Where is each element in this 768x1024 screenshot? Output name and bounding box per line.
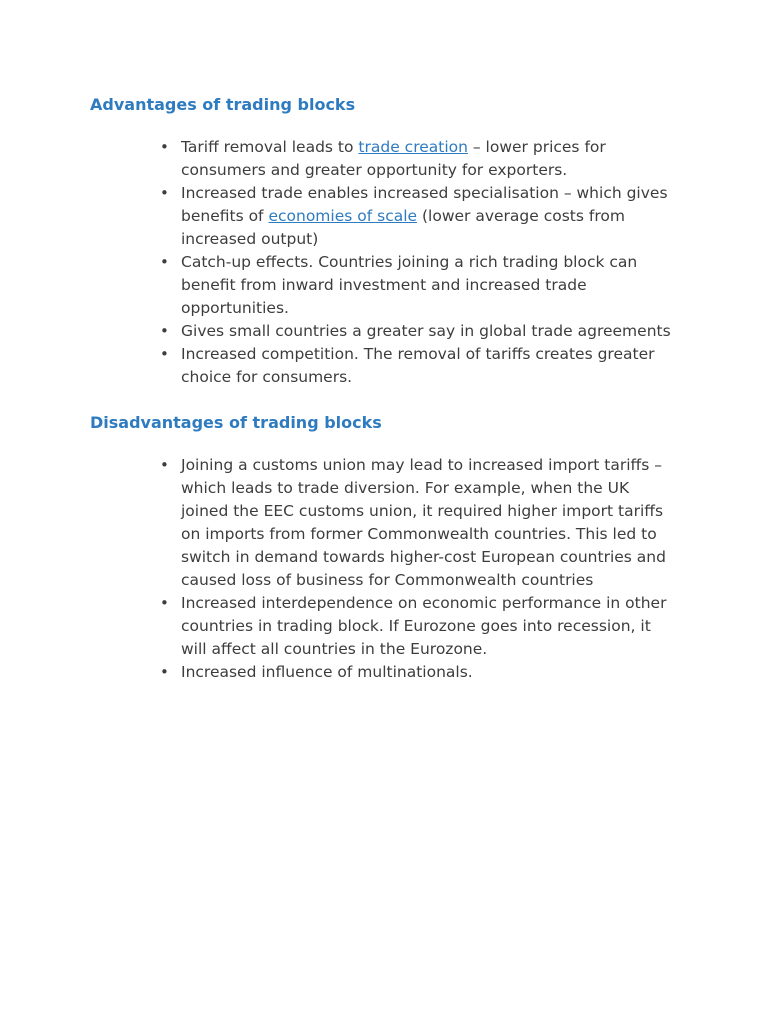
bullet-icon: •: [160, 138, 169, 156]
list-item: [160, 251, 681, 320]
list-item: [160, 136, 681, 182]
bullet-icon: •: [160, 322, 169, 340]
economies-of-scale-link[interactable]: economies of scale: [268, 207, 418, 225]
disadvantages-heading: Disadvantages of trading blocks: [90, 413, 382, 432]
item-text: Catch-up effects. Countries joining a rich trading block can benefit from inward investment and increased trade opportunities.: [181, 253, 638, 317]
bullet-icon: •: [160, 594, 169, 612]
disadvantages-list: [160, 454, 681, 684]
item-text: – lower prices for consumers and greater opportunity for exporters.: [181, 138, 606, 179]
item-text: Increased interdependence on economic performance in other countries in trading block. If Eurozone goes into recession, it will affect all countries in the Eurozone.: [181, 594, 667, 658]
bullet-icon: •: [160, 345, 169, 363]
advantages-list: [160, 136, 681, 389]
item-text: Gives small countries a greater say in global trade agreements: [181, 322, 671, 340]
bullet-icon: •: [160, 253, 169, 271]
item-text: Increased competition. The removal of tariffs creates greater choice for consumers.: [181, 345, 655, 386]
list-item: [160, 592, 681, 661]
bullet-icon: •: [160, 184, 169, 202]
item-text: Tariff removal leads to: [181, 138, 359, 156]
list-item: [160, 343, 681, 389]
item-text: Increased trade enables increased specialisation – which gives benefits of: [181, 184, 668, 225]
list-item: [160, 182, 681, 251]
list-item: [160, 454, 681, 592]
bullet-icon: •: [160, 663, 169, 681]
list-item: [160, 661, 681, 684]
list-item: [160, 320, 681, 343]
trade-creation-link[interactable]: trade creation: [358, 138, 468, 156]
item-text: Joining a customs union may lead to increased import tariffs – which leads to trade diversion. For example, when the UK joined the EEC customs union, it required higher import tariffs on imports from former Commonwealth countries. This led to switch in demand towards higher-cost European countries and caused loss of business for Commonwealth countries: [181, 456, 666, 589]
item-text: Increased influence of multinationals.: [181, 663, 473, 681]
advantages-heading: Advantages of trading blocks: [90, 95, 356, 114]
bullet-icon: •: [160, 456, 169, 474]
item-text: (lower average costs from increased output): [181, 207, 625, 248]
